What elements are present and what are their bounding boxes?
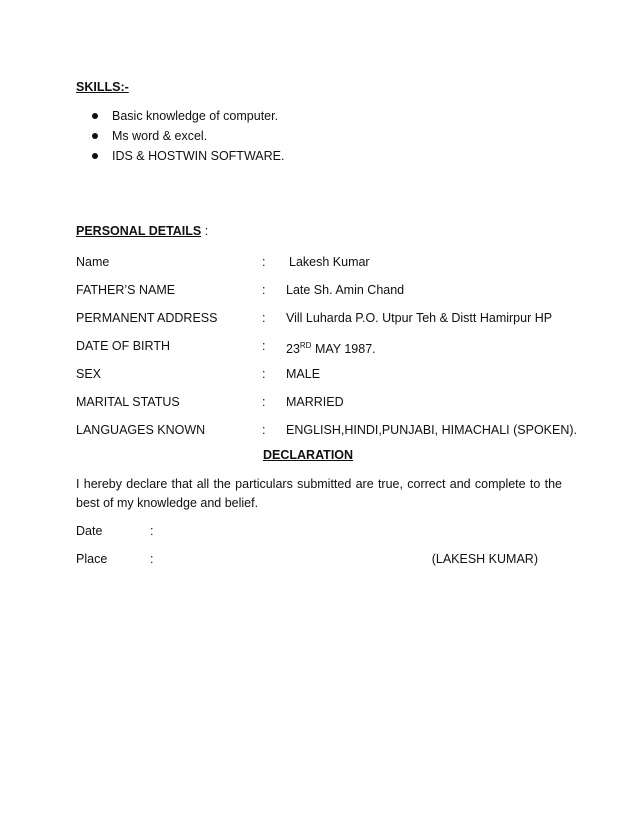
detail-row-date-of-birth: DATE OF BIRTH : 23RD MAY 1987. bbox=[76, 339, 376, 356]
detail-row-name: Name : Lakesh Kumar bbox=[76, 255, 370, 269]
list-item: IDS & HOSTWIN SOFTWARE. bbox=[92, 146, 284, 166]
detail-row-languages: LANGUAGES KNOWN : ENGLISH,HINDI,PUNJABI, HIMACHALI (SPOKEN). bbox=[76, 423, 578, 437]
skills-list bbox=[92, 106, 284, 166]
declaration-heading: DECLARATION bbox=[263, 448, 354, 462]
date-row: Date : bbox=[76, 524, 154, 538]
bullet-icon bbox=[92, 113, 98, 119]
detail-row-address: PERMANENT ADDRESS : Vill Luharda P.O. Utpur Teh & Distt Hamirpur HP bbox=[76, 311, 553, 325]
place-row: Place : (LAKESH KUMAR) bbox=[76, 552, 538, 566]
signature-name: (LAKESH KUMAR) bbox=[431, 552, 538, 566]
skills-heading: SKILLS:- bbox=[76, 80, 129, 94]
bullet-icon bbox=[92, 153, 98, 159]
detail-row-marital-status: MARITAL STATUS : MARRIED bbox=[76, 395, 344, 409]
detail-row-fathers-name: FATHER’S NAME : Late Sh. Amin Chand bbox=[76, 283, 405, 297]
list-item: Basic knowledge of computer. bbox=[92, 106, 284, 126]
declaration-text: I hereby declare that all the particulars submitted are true, correct and complete to the best of my knowledge and belief. bbox=[76, 477, 562, 510]
bullet-icon bbox=[92, 133, 98, 139]
list-item: Ms word & excel. bbox=[92, 126, 284, 146]
detail-row-sex: SEX : MALE bbox=[76, 367, 321, 381]
personal-details-heading: PERSONAL DETAILS : bbox=[76, 224, 209, 238]
